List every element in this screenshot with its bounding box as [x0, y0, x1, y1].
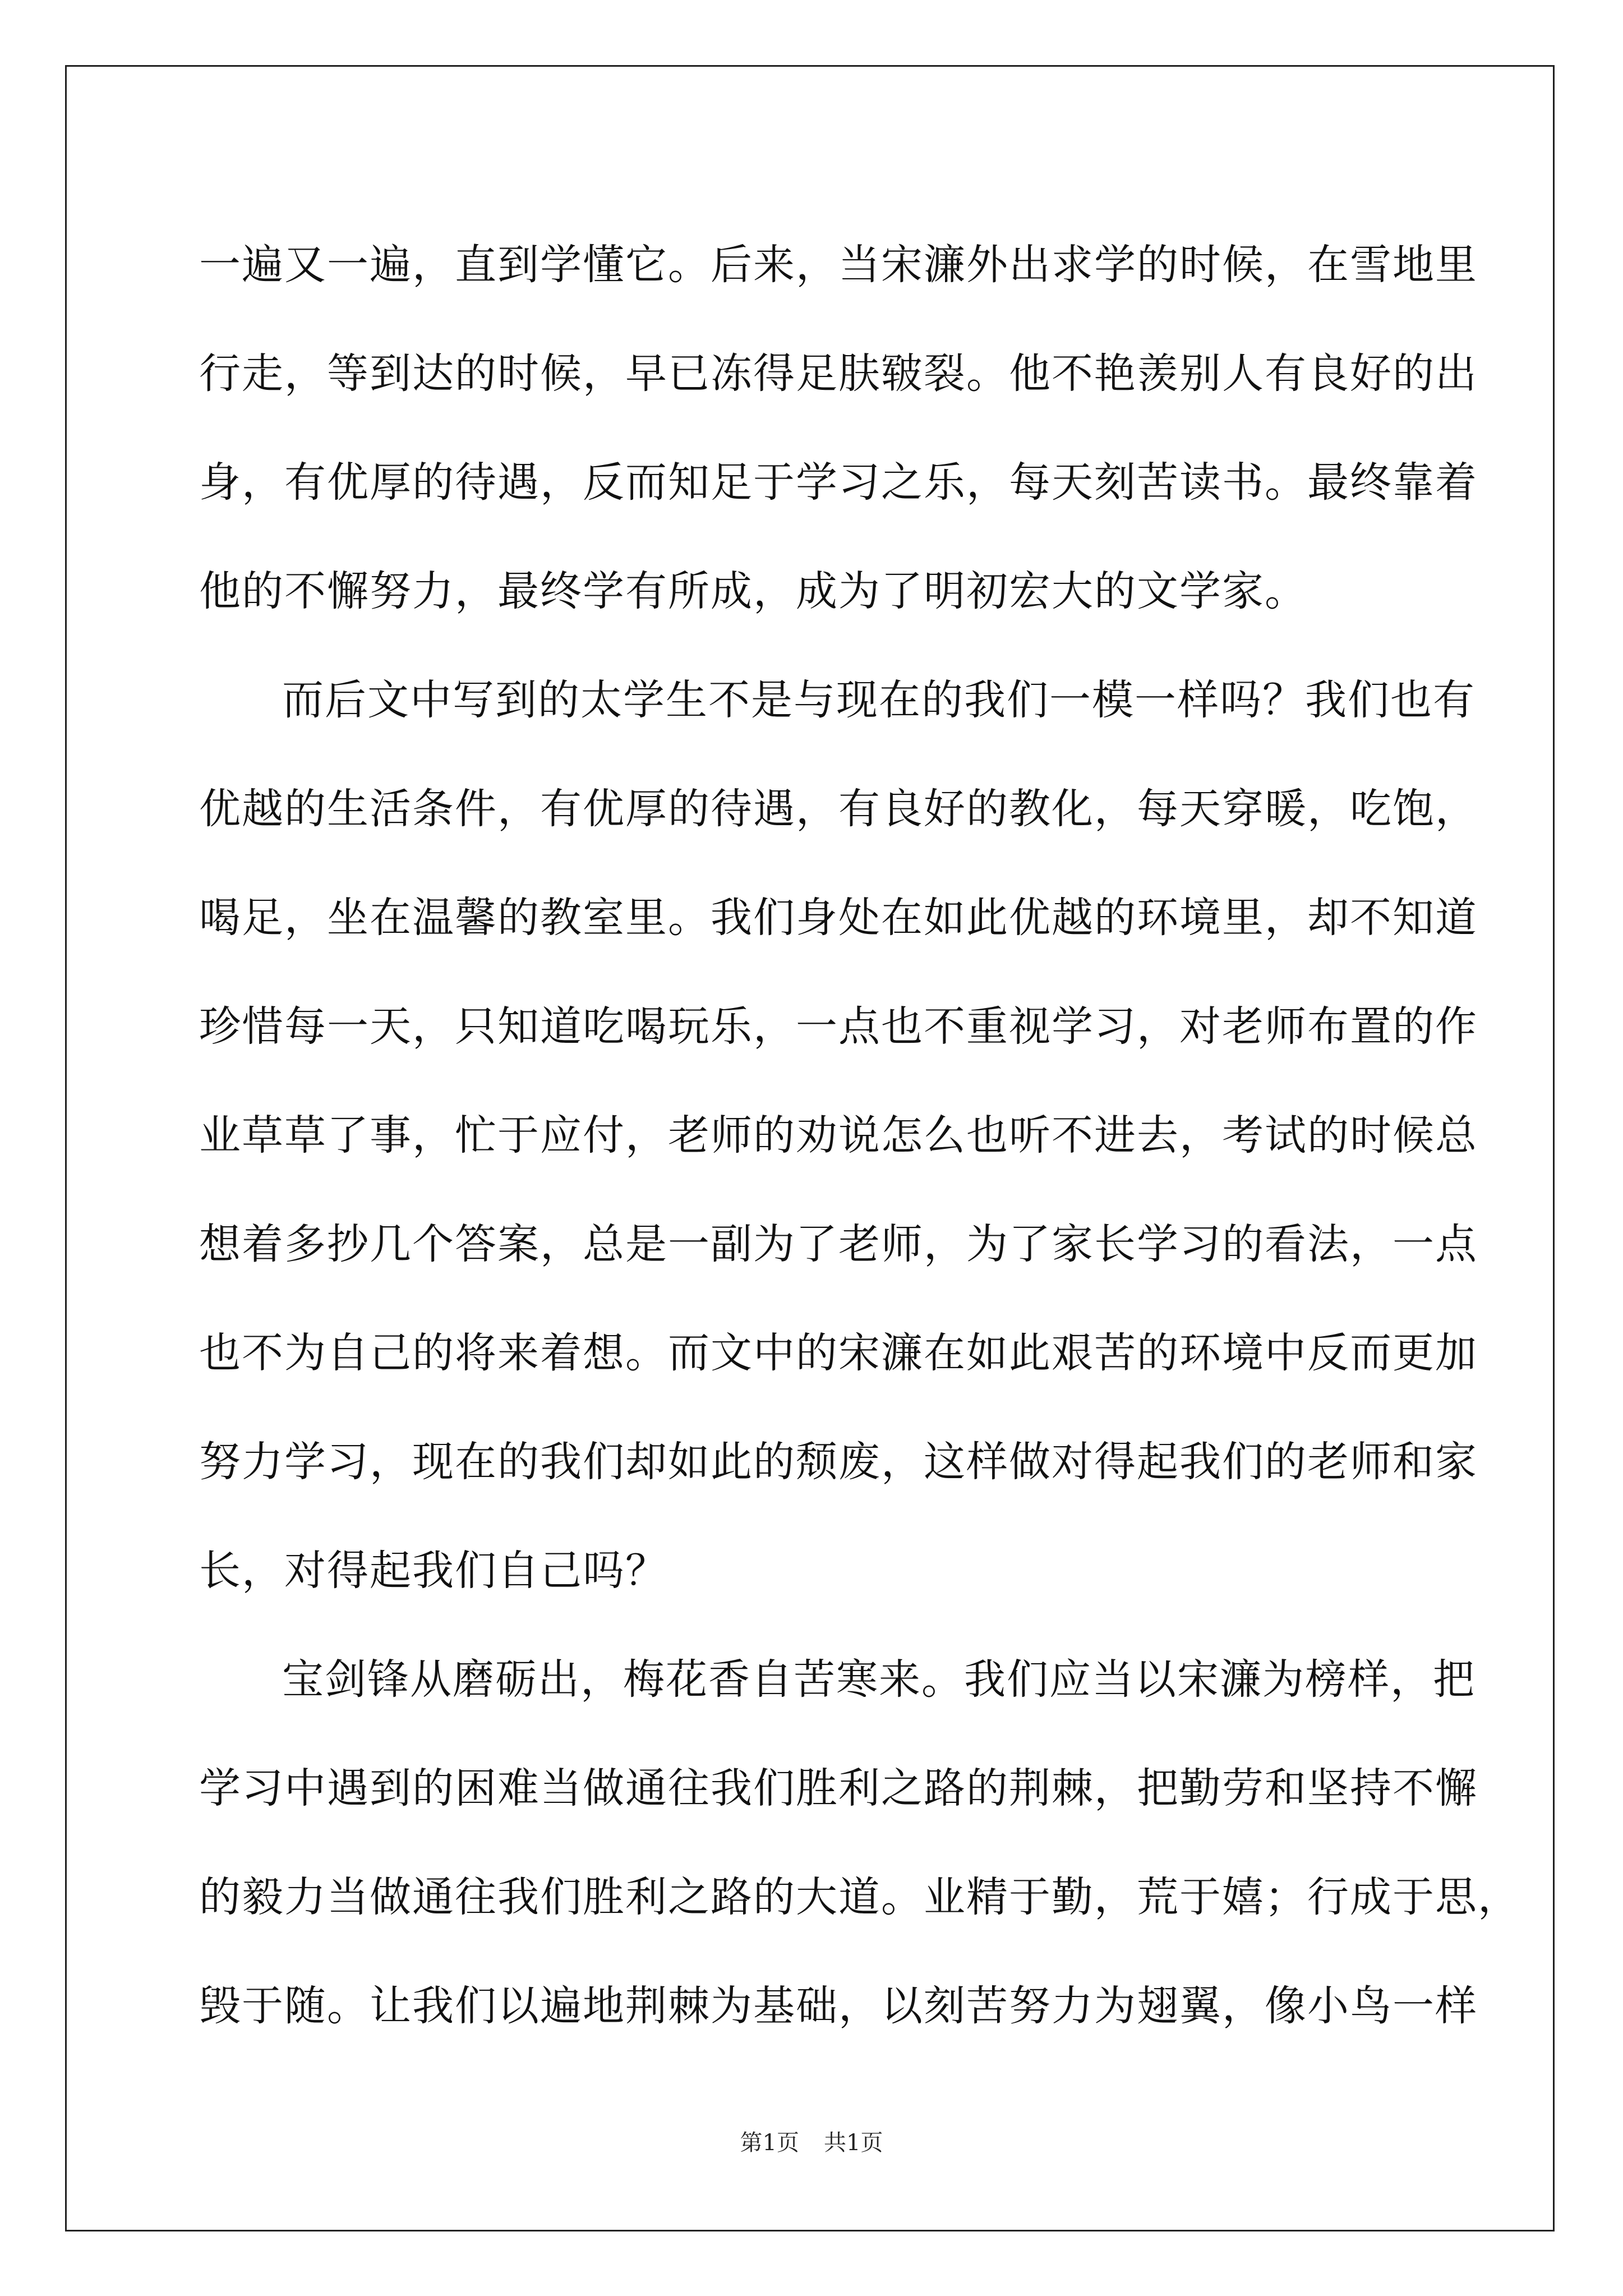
- text-line: 他的不懈努力，最终学有所成，成为了明初宏大的文学家。: [199, 567, 1307, 615]
- page-number: 第1页: [740, 2130, 799, 2156]
- text-line: 的毅力当做通往我们胜利之路的大道。业精于勤，荒于嬉；行成于思，: [199, 1873, 1520, 1921]
- text-line: 喝足，坐在温馨的教室里。我们身处在如此优越的环境里，却不知道: [199, 894, 1478, 942]
- text-line: 学习中遇到的困难当做通往我们胜利之路的荆棘，把勤劳和坚持不懈: [199, 1764, 1478, 1812]
- text-line: 业草草了事，忙于应付，老师的劝说怎么也听不进去，考试的时候总: [199, 1111, 1478, 1159]
- text-line: 优越的生活条件，有优厚的待遇，有良好的教化，每天穿暖，吃饱，: [199, 785, 1478, 833]
- text-line: 也不为自己的将来着想。而文中的宋濂在如此艰苦的环境中反而更加: [199, 1329, 1478, 1377]
- text-line: 宝剑锋从磨砺出，梅花香自苦寒来。我们应当以宋濂为榜样，把: [282, 1655, 1476, 1704]
- page-total: 共1页: [824, 2130, 883, 2156]
- text-line: 毁于随。让我们以遍地荆棘为基础，以刻苦努力为翅翼，像小鸟一样: [199, 1982, 1478, 2030]
- text-line: 行走，等到达的时候，早已冻得足肤皲裂。他不艳羡别人有良好的出: [199, 349, 1478, 398]
- body-text: [199, 210, 1520, 2060]
- text-line: 身，有优厚的待遇，反而知足于学习之乐，每天刻苦读书。最终靠着: [199, 458, 1478, 507]
- text-line: 珍惜每一天，只知道吃喝玩乐，一点也不重视学习，对老师布置的作: [199, 1002, 1478, 1051]
- text-line: 努力学习，现在的我们却如此的颓废，这样做对得起我们的老师和家: [199, 1438, 1478, 1486]
- page-footer: [0, 2126, 1623, 2160]
- text-line: 长，对得起我们自己吗？: [199, 1547, 668, 1595]
- text-line: 一遍又一遍，直到学懂它。后来，当宋濂外出求学的时候，在雪地里: [199, 241, 1478, 289]
- text-line: 而后文中写到的太学生不是与现在的我们一模一样吗？我们也有: [282, 676, 1476, 724]
- text-line: 想着多抄几个答案，总是一副为了老师，为了家长学习的看法，一点: [199, 1220, 1478, 1268]
